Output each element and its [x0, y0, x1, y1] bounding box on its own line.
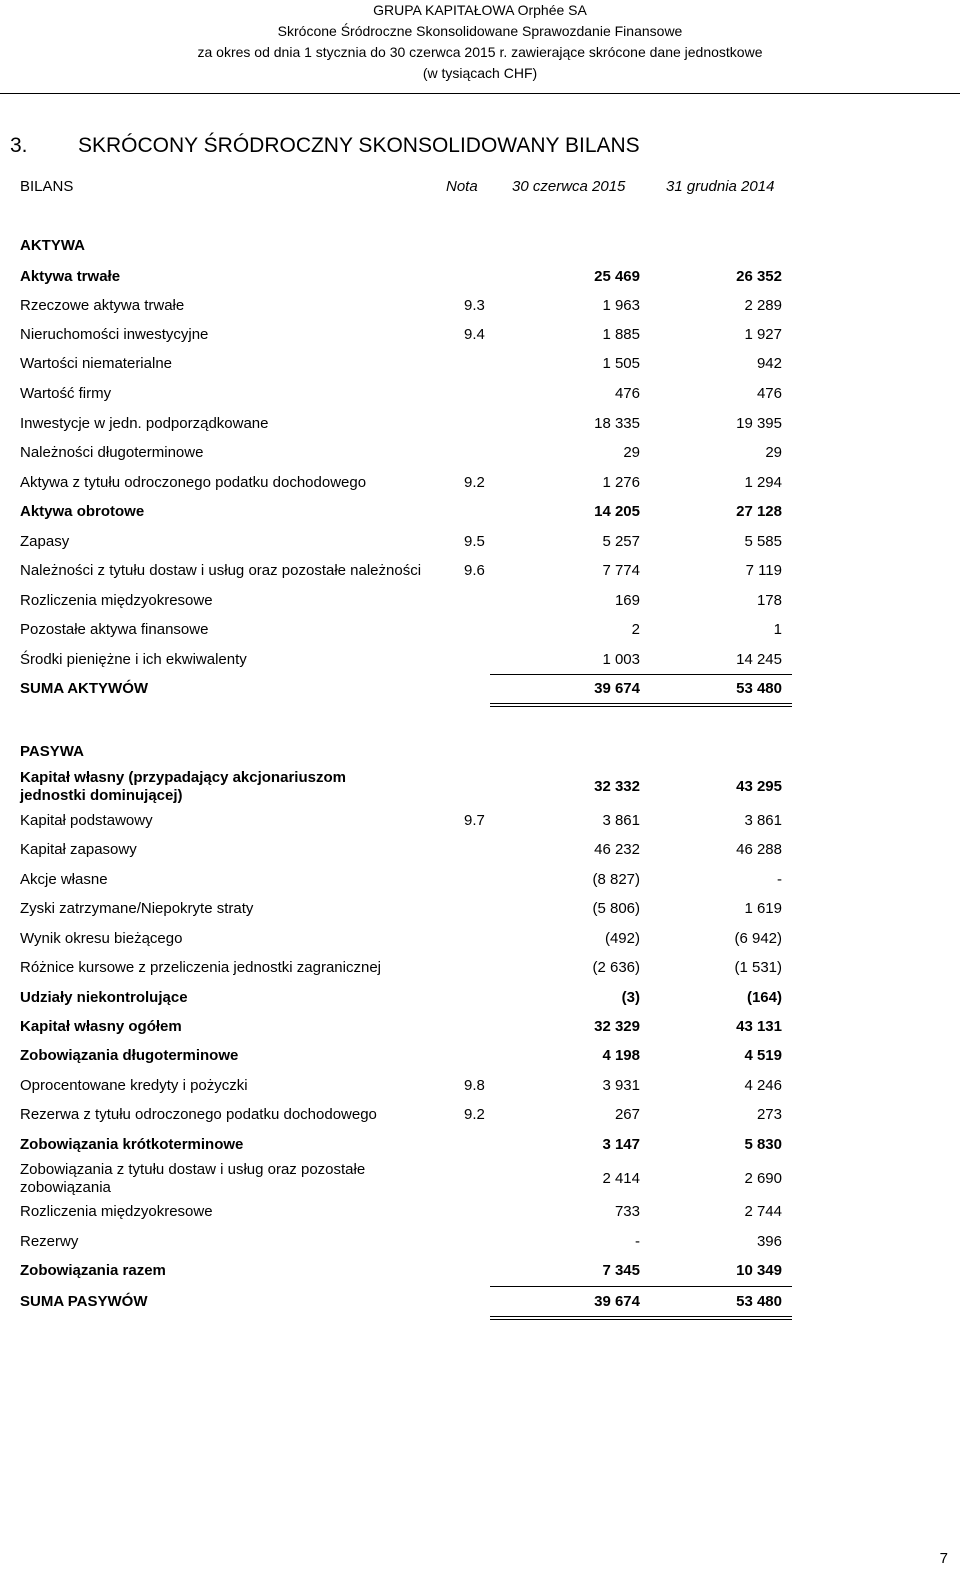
page-number: 7 [939, 1550, 948, 1567]
row-value-prior: (6 942) [734, 930, 782, 947]
row-label: Udziały niekontrolujące [20, 989, 188, 1006]
row-value-current: 7 774 [602, 562, 640, 579]
report-period: za okres od dnia 1 stycznia do 30 czerwca 2015 r. zawierające skrócone dane jednostkowe [197, 44, 763, 60]
total-double-rule [490, 1319, 792, 1320]
row-label: Wartości niematerialne [20, 355, 172, 372]
row-nota: 9.7 [464, 812, 485, 829]
row-nota: 9.8 [464, 1077, 485, 1094]
table-row [20, 592, 792, 614]
table-row [20, 871, 792, 893]
row-label: Zyski zatrzymane/Niepokryte straty [20, 900, 254, 917]
row-label: Akcje własne [20, 871, 108, 888]
row-value-current: 3 861 [602, 812, 640, 829]
row-label: Aktywa z tytułu odroczonego podatku dochodowego [20, 474, 367, 491]
row-value-current: 18 335 [594, 415, 640, 432]
row-value-current: 39 674 [594, 1293, 640, 1310]
table-row [20, 989, 792, 1011]
report-title: Skrócone Śródroczne Skonsolidowane Sprawozdanie Finansowe [277, 23, 683, 39]
section-title-text: SKRÓCONY ŚRÓDROCZNY SKONSOLIDOWANY BILANS [78, 134, 640, 157]
row-label: SUMA PASYWÓW [20, 1293, 148, 1310]
row-value-prior: 273 [756, 1106, 782, 1123]
row-value-prior: 10 349 [736, 1262, 782, 1279]
total-double-rule [490, 706, 792, 707]
table-row [20, 769, 792, 807]
balance-sheet-header [20, 178, 960, 198]
row-value-prior: 2 690 [744, 1170, 782, 1187]
row-value-prior: 43 131 [736, 1018, 782, 1035]
row-label: Kapitał zapasowy [20, 841, 137, 858]
table-row [20, 562, 792, 584]
row-value-current: - [635, 1233, 640, 1250]
table-row [20, 1161, 792, 1199]
row-label: Nieruchomości inwestycyjne [20, 326, 209, 343]
row-value-prior: 4 519 [744, 1047, 782, 1064]
row-value-current: (2 636) [592, 959, 640, 976]
row-label: Wynik okresu bieżącego [20, 930, 183, 947]
table-row [20, 1233, 792, 1255]
row-value-current: 32 332 [594, 778, 640, 795]
row-label: Kapitał własny (przypadający akcjonariuszom jednostki dominującej) [20, 769, 346, 804]
row-label: Zobowiązania długoterminowe [20, 1047, 239, 1064]
row-value-current: 1 963 [602, 297, 640, 314]
row-value-prior: 5 585 [744, 533, 782, 550]
row-value-current: (5 806) [592, 900, 640, 917]
row-value-current: 25 469 [594, 268, 640, 285]
header-divider [0, 93, 960, 94]
table-row [20, 326, 792, 348]
row-value-current: 7 345 [602, 1262, 640, 1279]
table-row [20, 268, 792, 290]
row-label: Kapitał własny ogółem [20, 1018, 182, 1035]
row-nota: 9.5 [464, 533, 485, 550]
row-label: Rezerwa z tytułu odroczonego podatku dochodowego [20, 1106, 377, 1123]
row-value-current: 733 [614, 1203, 640, 1220]
table-row [20, 355, 792, 377]
table-row [20, 900, 792, 922]
total-rule [490, 674, 792, 675]
table-row [20, 1018, 792, 1040]
row-label: Środki pieniężne i ich ekwiwalenty [20, 651, 247, 668]
row-value-prior: 476 [756, 385, 782, 402]
total-rule [490, 1286, 792, 1287]
table-row [20, 474, 792, 496]
row-label: Inwestycje w jedn. podporządkowane [20, 415, 269, 432]
table-row [20, 385, 792, 407]
row-value-current: 267 [614, 1106, 640, 1123]
row-value-current: 1 276 [602, 474, 640, 491]
row-value-prior: 27 128 [736, 503, 782, 520]
row-value-current: 4 198 [602, 1047, 640, 1064]
row-label: Rozliczenia międzyokresowe [20, 1203, 213, 1220]
row-value-current: 3 931 [602, 1077, 640, 1094]
row-value-current: 46 232 [594, 841, 640, 858]
row-label: Różnice kursowe z przeliczenia jednostki zagranicznej [20, 959, 382, 976]
row-value-prior: 1 619 [744, 900, 782, 917]
table-row [20, 297, 792, 319]
row-value-prior: 46 288 [736, 841, 782, 858]
table-row [20, 1106, 792, 1128]
row-value-prior: 7 119 [745, 562, 782, 579]
row-value-current: 1 885 [602, 326, 640, 343]
row-value-prior: 3 861 [744, 812, 782, 829]
row-label: SUMA AKTYWÓW [20, 680, 149, 697]
row-value-current: 32 329 [594, 1018, 640, 1035]
section-title [10, 134, 640, 158]
row-value-current: 14 205 [594, 503, 640, 520]
header-period-current: 30 czerwca 2015 [512, 178, 626, 195]
header-nota: Nota [446, 178, 478, 195]
row-value-prior: 2 744 [744, 1203, 782, 1220]
row-value-prior: 4 246 [744, 1077, 782, 1094]
row-value-current: (492) [604, 930, 640, 947]
row-label: Zobowiązania razem [20, 1262, 166, 1279]
row-nota: 9.3 [464, 297, 485, 314]
table-row [20, 959, 792, 981]
row-label: Pozostałe aktywa finansowe [20, 621, 209, 638]
row-value-current: 2 414 [602, 1170, 640, 1187]
row-label: Należności długoterminowe [20, 444, 204, 461]
table-row [20, 651, 792, 673]
liabilities-title: PASYWA [20, 743, 84, 760]
row-value-prior: - [777, 871, 782, 888]
row-nota: 9.2 [464, 474, 485, 491]
row-value-prior: 1 927 [744, 326, 782, 343]
row-value-prior: 14 245 [736, 651, 782, 668]
row-value-prior: (1 531) [734, 959, 782, 976]
row-value-prior: 396 [756, 1233, 782, 1250]
row-value-current: 2 [631, 621, 640, 638]
table-row [20, 841, 792, 863]
table-row [20, 444, 792, 466]
row-label: Zapasy [20, 533, 70, 550]
row-label: Aktywa trwałe [20, 268, 121, 285]
row-label: Wartość firmy [20, 385, 112, 402]
header-period-prior: 31 grudnia 2014 [666, 178, 775, 195]
page-header [0, 0, 960, 93]
table-row [20, 533, 792, 555]
header-label: BILANS [20, 178, 74, 195]
row-value-prior: 53 480 [736, 680, 782, 697]
row-value-prior: 26 352 [736, 268, 782, 285]
assets-title: AKTYWA [20, 237, 85, 254]
table-row [20, 415, 792, 437]
table-row [20, 1293, 792, 1315]
row-value-current: 1 003 [602, 651, 640, 668]
section-number: 3. [10, 134, 28, 157]
table-row [20, 812, 792, 834]
row-value-prior: 43 295 [736, 778, 782, 795]
row-value-current: (8 827) [592, 871, 640, 888]
table-row [20, 503, 792, 525]
table-row [20, 1203, 792, 1225]
table-row [20, 1262, 792, 1284]
row-value-prior: 1 [773, 621, 782, 638]
row-value-current: 169 [614, 592, 640, 609]
row-label: Aktywa obrotowe [20, 503, 145, 520]
row-value-prior: 1 294 [744, 474, 782, 491]
company-name: GRUPA KAPITAŁOWA Orphée SA [373, 2, 587, 18]
row-value-prior: 942 [756, 355, 782, 372]
row-value-prior: 2 289 [744, 297, 782, 314]
total-double-rule [490, 1316, 792, 1317]
row-nota: 9.4 [464, 326, 485, 343]
row-nota: 9.2 [464, 1106, 485, 1123]
row-value-prior: (164) [746, 989, 782, 1006]
row-nota: 9.6 [464, 562, 485, 579]
row-value-current: (3) [621, 989, 640, 1006]
row-value-current: 3 147 [602, 1136, 640, 1153]
table-row [20, 621, 792, 643]
row-value-prior: 5 830 [744, 1136, 782, 1153]
row-value-current: 1 505 [602, 355, 640, 372]
row-value-prior: 53 480 [736, 1293, 782, 1310]
row-value-current: 29 [623, 444, 640, 461]
row-label: Rzeczowe aktywa trwałe [20, 297, 185, 314]
row-value-prior: 29 [765, 444, 782, 461]
row-value-prior: 178 [756, 592, 782, 609]
table-row [20, 1047, 792, 1069]
row-value-current: 5 257 [602, 533, 640, 550]
row-label: Zobowiązania krótkoterminowe [20, 1136, 244, 1153]
table-row [20, 1077, 792, 1099]
table-row [20, 930, 792, 952]
row-label: Kapitał podstawowy [20, 812, 153, 829]
total-double-rule [490, 703, 792, 704]
row-label: Oprocentowane kredyty i pożyczki [20, 1077, 248, 1094]
row-label: Rezerwy [20, 1233, 79, 1250]
row-label: Zobowiązania z tytułu dostaw i usług oraz pozostałe zobowiązania [20, 1161, 366, 1196]
row-label: Rozliczenia międzyokresowe [20, 592, 213, 609]
table-row [20, 1136, 792, 1158]
row-value-prior: 19 395 [736, 415, 782, 432]
currency-note: (w tysiącach CHF) [422, 65, 538, 81]
row-label: Należności z tytułu dostaw i usług oraz pozostałe należności [20, 562, 422, 579]
table-row [20, 680, 792, 702]
row-value-current: 476 [614, 385, 640, 402]
row-value-current: 39 674 [594, 680, 640, 697]
